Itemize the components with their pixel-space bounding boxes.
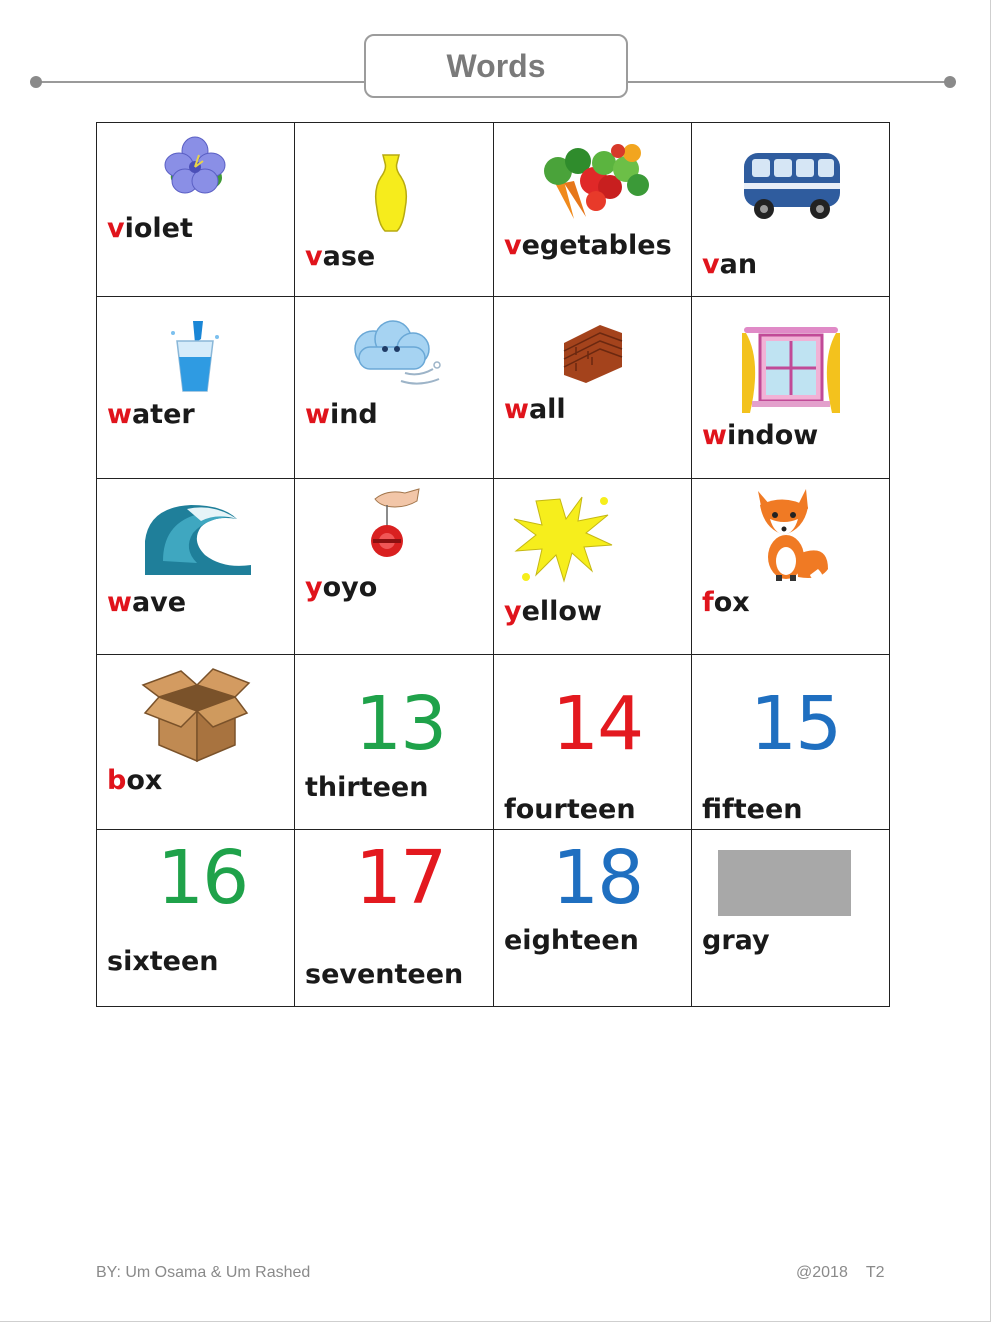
footer-meta	[796, 1264, 885, 1282]
word-eighteen: eighteen	[504, 925, 639, 956]
card-vegetables	[494, 123, 692, 297]
number-15: 15	[750, 681, 841, 767]
card-fox	[692, 479, 890, 655]
wind-cloud-icon	[345, 319, 445, 391]
yoyo-icon	[367, 483, 423, 563]
word-box: box	[107, 765, 163, 796]
vase-icon	[373, 153, 409, 233]
card-yoyo	[295, 479, 494, 655]
word-fox: fox	[702, 587, 750, 618]
number-13: 13	[355, 681, 446, 767]
page-title: Words	[364, 34, 628, 98]
brick-wall-icon	[562, 321, 624, 385]
word-thirteen: thirteen	[305, 772, 429, 803]
word-fifteen: fifteen	[702, 794, 803, 825]
cardboard-box-icon	[141, 661, 251, 763]
number-18: 18	[552, 835, 643, 921]
card-vase	[295, 123, 494, 297]
card-wind	[295, 297, 494, 479]
card-window	[692, 297, 890, 479]
word-vegetables: vegetables	[504, 230, 672, 261]
card-van	[692, 123, 890, 297]
card-wave	[97, 479, 295, 655]
card-yellow	[494, 479, 692, 655]
number-17: 17	[355, 835, 446, 921]
card-14	[494, 655, 692, 830]
word-violet: violet	[107, 213, 193, 244]
word-sixteen: sixteen	[107, 946, 219, 977]
title-rule-left	[36, 81, 366, 83]
footer-term: T2	[865, 1264, 885, 1281]
word-wind: wind	[305, 399, 378, 430]
water-glass-icon	[167, 319, 223, 395]
card-violet	[97, 123, 295, 297]
word-window: window	[702, 420, 819, 451]
number-16: 16	[157, 835, 248, 921]
number-14: 14	[552, 681, 643, 767]
card-17	[295, 830, 494, 1007]
vegetables-icon	[534, 141, 654, 221]
word-grid	[96, 122, 890, 1007]
fox-icon	[750, 485, 830, 585]
card-water	[97, 297, 295, 479]
gray-color-swatch	[718, 850, 851, 916]
word-vase: vase	[305, 241, 376, 272]
word-wall: wall	[504, 394, 566, 425]
word-seventeen: seventeen	[305, 959, 464, 990]
word-wave: wave	[107, 587, 187, 618]
card-15	[692, 655, 890, 830]
word-van: van	[702, 249, 758, 280]
word-fourteen: fourteen	[504, 794, 636, 825]
word-yoyo: yoyo	[305, 572, 378, 603]
yellow-splash-icon	[512, 491, 616, 587]
title-rule-dot-left	[30, 76, 42, 88]
word-gray: gray	[702, 925, 770, 956]
card-13	[295, 655, 494, 830]
card-box	[97, 655, 295, 830]
card-gray	[692, 830, 890, 1007]
violet-flower-icon	[163, 135, 227, 207]
card-18	[494, 830, 692, 1007]
van-icon	[740, 147, 844, 223]
word-yellow: yellow	[504, 596, 602, 627]
window-icon	[740, 325, 842, 415]
card-wall	[494, 297, 692, 479]
word-water: water	[107, 399, 195, 430]
title-rule-right	[624, 81, 950, 83]
card-16	[97, 830, 295, 1007]
footer-year: @2018	[796, 1264, 848, 1281]
wave-icon	[143, 501, 253, 577]
title-rule-dot-right	[944, 76, 956, 88]
footer-author: BY: Um Osama & Um Rashed	[96, 1264, 311, 1281]
